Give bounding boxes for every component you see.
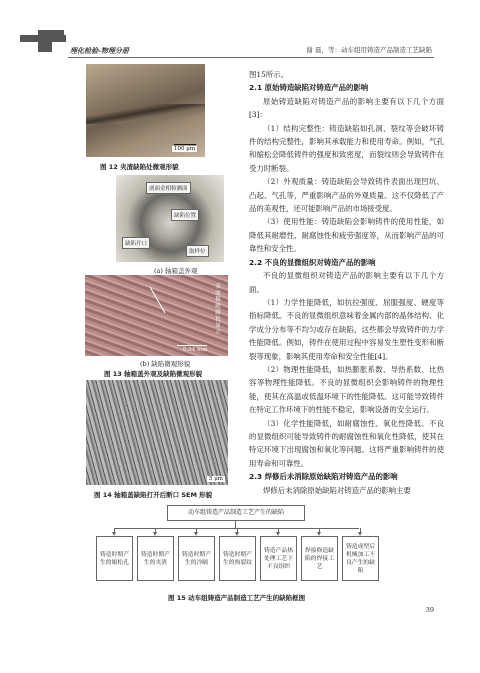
- fig14-scale: 5 μm: [208, 476, 223, 482]
- fig15-box: 铸造时期产生的缩松孔: [96, 536, 133, 581]
- heading-2-2: 2.2 不良的显微组织对铸造产品的影响: [249, 257, 376, 267]
- fig15-stem: [235, 520, 236, 528]
- journal-name: 理化检验-物理分册: [70, 47, 129, 55]
- para-5: 不良的显微组织对铸造产品的影响主要有以下几个方面。: [249, 271, 444, 294]
- para-8: （3）化学性能降低，如耐腐蚀性、氧化性降低。不良的显微组织可能导致铸件的耐腐蚀性和氧化性降低，使其在特定环境下出现腐蚀和氧化等问题。这将严重影响铸件的使用寿命和可靠性。: [249, 418, 444, 468]
- fig13b-subcaption: (b) 缺陷微观形貌: [140, 360, 191, 368]
- fig13a-label-opening: 缺陷开口: [122, 237, 150, 249]
- fig12-caption: 图 12 夹渣缺陷处微观形貌: [100, 163, 179, 171]
- page-number: 39: [425, 606, 434, 614]
- para-7: （2）物理性能降低，如热膨胀系数、导热系数、比热容等物理性能降低。不良的显微组织会影响铸件的物理性能，使其在高温或低温环境下的性能降低。这可能导致铸件在特定工作环境下的性能不稳定，影响设备的安全运行。: [249, 364, 444, 415]
- fig13a-photo: [116, 175, 224, 262]
- fig12-scale: 100 μm: [174, 146, 196, 152]
- fig13a-subcaption: (a) 轴箱盖外观: [154, 267, 198, 275]
- para-2: （1）结构完整性：铸造缺陷如孔洞、裂纹等会破坏铸件的结构完整性，影响其承载能力和使用寿命。例如，气孔和缩松会降低铸件的强度和致密度，而裂纹则会导致铸件在受力时断裂。: [249, 123, 444, 173]
- fig13b-micrograph: [85, 275, 228, 356]
- fig13a-label-defect: 缺陷位置: [171, 209, 199, 221]
- fig14-caption: 图 14 轴箱盖缺陷打开后断口 SEM 形貌: [94, 491, 213, 499]
- heading-2-1: 2.1 原始铸造缺陷对铸造产品的影响: [249, 83, 369, 93]
- running-title: 谢 磊，等：动车组用铸造产品制造工艺缺陷: [306, 46, 432, 54]
- fig15-box: 焊接修造缺陷的焊接工艺: [301, 536, 338, 581]
- fig15-root-box: 动车组铸造产品制造工艺产生的缺陷: [167, 505, 305, 521]
- fig15-caption: 图 15 动车组铸造产品制造工艺产生的缺陷框图: [168, 594, 306, 602]
- para-9: 焊修后未消除原始缺陷对铸造产品的影响主要: [263, 485, 411, 495]
- fig13-caption: 图 13 轴箱盖外观及缺陷微观形貌: [104, 370, 203, 378]
- fig13a-label-section: 剖面金相检测面: [146, 182, 191, 194]
- para-1: 原始铸造缺陷对铸造产品的影响主要有以下几个方面[3]：: [249, 96, 444, 120]
- para-3: （2）外观质量：铸造缺陷会导致铸件表面出现凹坑、凸起、气孔等，严重影响产品的外观质量。这不仅降低了产品的美观性，还可能影响产品的市场接受度。: [249, 177, 444, 214]
- fig14-sem-image: [86, 380, 228, 485]
- fig13a-label-sample: 取样位: [186, 245, 209, 257]
- heading-2-3: 2.3 焊修后未消除原始缺陷对铸造产品的影响: [249, 472, 398, 482]
- para-6: （1）力学性能降低，如抗拉强度、屈服强度、硬度等指标降低。不良的显微组织意味着金属内部的晶体结构、化学成分分布等不均匀或存在缺陷，这些都会导致铸件的力学性能降低。例如，铸件在使用过程中容易发生塑性变形和断裂等现象，影响其使用寿命和安全性能[4]。: [249, 297, 444, 361]
- header-rule: [68, 57, 434, 58]
- fig15-box: 铸造时期产生的热裂纹: [219, 536, 256, 581]
- fig13b-vertical-label: 表面稀疏疏松显示: [214, 283, 220, 335]
- fig15-box: 铸造时期产生的夹渣: [137, 536, 174, 581]
- body-text: [249, 68, 444, 497]
- fig15-box: 铸造时期产生的冷隔: [178, 536, 215, 581]
- fig15-box: 铸造成型后机械加工不良产生的缺陷: [342, 536, 379, 581]
- fig13b-scale: 0.04 mm: [183, 347, 208, 353]
- para-4: （3）使用性能：铸造缺陷会影响铸件的使用性能，如降低其耐磨性、耐腐蚀性和疲劳强度等，从而影响产品的可靠性和安全性。: [249, 217, 444, 254]
- journal-logo: [20, 30, 66, 56]
- fig15-box: 铸造产品热处理工艺下不良组织: [260, 536, 297, 581]
- intro-line: 图15所示。: [249, 70, 288, 79]
- fig12-micrograph: [86, 64, 205, 157]
